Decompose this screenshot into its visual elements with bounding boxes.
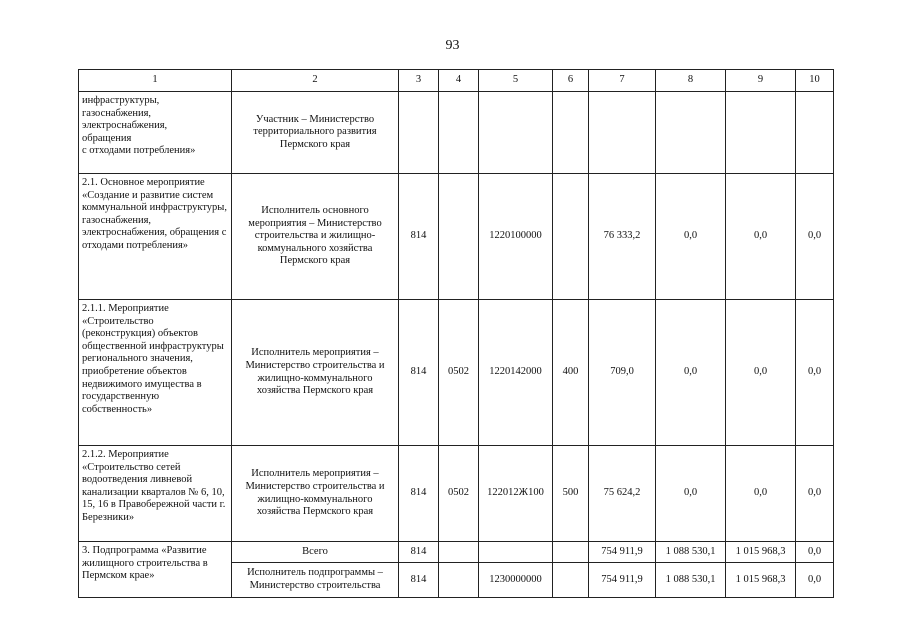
- column-header: 1: [79, 70, 232, 92]
- table-cell: 814: [399, 542, 439, 563]
- table-cell: [439, 563, 479, 598]
- table-row: [79, 300, 834, 446]
- table-cell: 754 911,9: [589, 563, 656, 598]
- column-header: 7: [589, 70, 656, 92]
- table-cell: [479, 542, 553, 563]
- table-cell: [796, 92, 834, 174]
- table-cell: 0,0: [726, 446, 796, 542]
- table-cell: 1 015 968,3: [726, 542, 796, 563]
- table-cell: 0,0: [796, 300, 834, 446]
- activity-name-cell: инфраструктуры, газоснабжения, электроснабжения, обращения с отходами потребления»: [79, 92, 232, 174]
- table-cell: 0502: [439, 300, 479, 446]
- table-cell: [439, 92, 479, 174]
- column-header: 6: [553, 70, 589, 92]
- table-row: [79, 446, 834, 542]
- table-cell: 76 333,2: [589, 174, 656, 300]
- table-cell: 1220100000: [479, 174, 553, 300]
- executor-cell: Участник – Министерство территориального развития Пермского края: [232, 92, 399, 174]
- table-cell: [439, 174, 479, 300]
- executor-cell: Исполнитель мероприятия – Министерство строительства и жилищно-коммунального хозяйства Пермского края: [232, 300, 399, 446]
- table-cell: [726, 92, 796, 174]
- table-cell: [553, 92, 589, 174]
- executor-cell: Исполнитель основного мероприятия – Министерство строительства и жилищно-коммунального хозяйства Пермского края: [232, 174, 399, 300]
- table-cell: 1 088 530,1: [656, 542, 726, 563]
- table-cell: 0,0: [796, 174, 834, 300]
- table-cell: 0,0: [656, 300, 726, 446]
- column-header: 10: [796, 70, 834, 92]
- table-row: [79, 542, 834, 563]
- budget-table: [78, 69, 834, 598]
- column-header: 8: [656, 70, 726, 92]
- page-number: 93: [445, 38, 460, 53]
- activity-name-cell: 2.1. Основное мероприятие «Создание и развитие систем коммунальной инфраструктуры, газоснабжения, электроснабжения, обращения с отходами потребления»: [79, 174, 232, 300]
- table-row: [79, 174, 834, 300]
- table-cell: 814: [399, 563, 439, 598]
- table-cell: 0,0: [726, 174, 796, 300]
- table-cell: 814: [399, 446, 439, 542]
- executor-cell: Исполнитель мероприятия – Министерство строительства и жилищно-коммунального хозяйства Пермского края: [232, 446, 399, 542]
- table-cell: 814: [399, 300, 439, 446]
- table-cell: 0,0: [796, 542, 834, 563]
- table-row: [79, 92, 834, 174]
- header-row: [79, 70, 834, 92]
- executor-cell: Исполнитель подпрограммы – Министерство строительства: [232, 563, 399, 598]
- table-cell: 0,0: [796, 563, 834, 598]
- table-cell: [553, 542, 589, 563]
- table-cell: 0,0: [796, 446, 834, 542]
- table-cell: [656, 92, 726, 174]
- table-cell: 400: [553, 300, 589, 446]
- table-cell: 122012Ж100: [479, 446, 553, 542]
- table-cell: 500: [553, 446, 589, 542]
- table-cell: 0,0: [726, 300, 796, 446]
- executor-cell: Всего: [232, 542, 399, 563]
- table-cell: 0502: [439, 446, 479, 542]
- table-cell: 754 911,9: [589, 542, 656, 563]
- table-cell: [589, 92, 656, 174]
- column-header: 4: [439, 70, 479, 92]
- column-header: 2: [232, 70, 399, 92]
- activity-name-cell: 2.1.2. Мероприятие «Строительство сетей водоотведения ливневой канализации кварталов № 6, 10, 15, 16 в Правобережной части г. Березники»: [79, 446, 232, 542]
- table-cell: 0,0: [656, 446, 726, 542]
- table-cell: [399, 92, 439, 174]
- table-cell: 709,0: [589, 300, 656, 446]
- table-cell: [479, 92, 553, 174]
- subprogram-name-cell: 3. Подпрограмма «Развитие жилищного строительства в Пермском крае»: [79, 542, 232, 598]
- table-cell: [553, 174, 589, 300]
- table-cell: 1 015 968,3: [726, 563, 796, 598]
- table-cell: 75 624,2: [589, 446, 656, 542]
- table-cell: 0,0: [656, 174, 726, 300]
- table-cell: 1220142000: [479, 300, 553, 446]
- table-cell: 1 088 530,1: [656, 563, 726, 598]
- column-header: 3: [399, 70, 439, 92]
- column-header: 5: [479, 70, 553, 92]
- column-header: 9: [726, 70, 796, 92]
- table-cell: 814: [399, 174, 439, 300]
- table-cell: [553, 563, 589, 598]
- table-cell: 1230000000: [479, 563, 553, 598]
- table-cell: [439, 542, 479, 563]
- activity-name-cell: 2.1.1. Мероприятие «Строительство (реконструкция) объектов общественной инфраструктуры регионального значения, приобретение объектов недвижимого имущества в государственную собственность»: [79, 300, 232, 446]
